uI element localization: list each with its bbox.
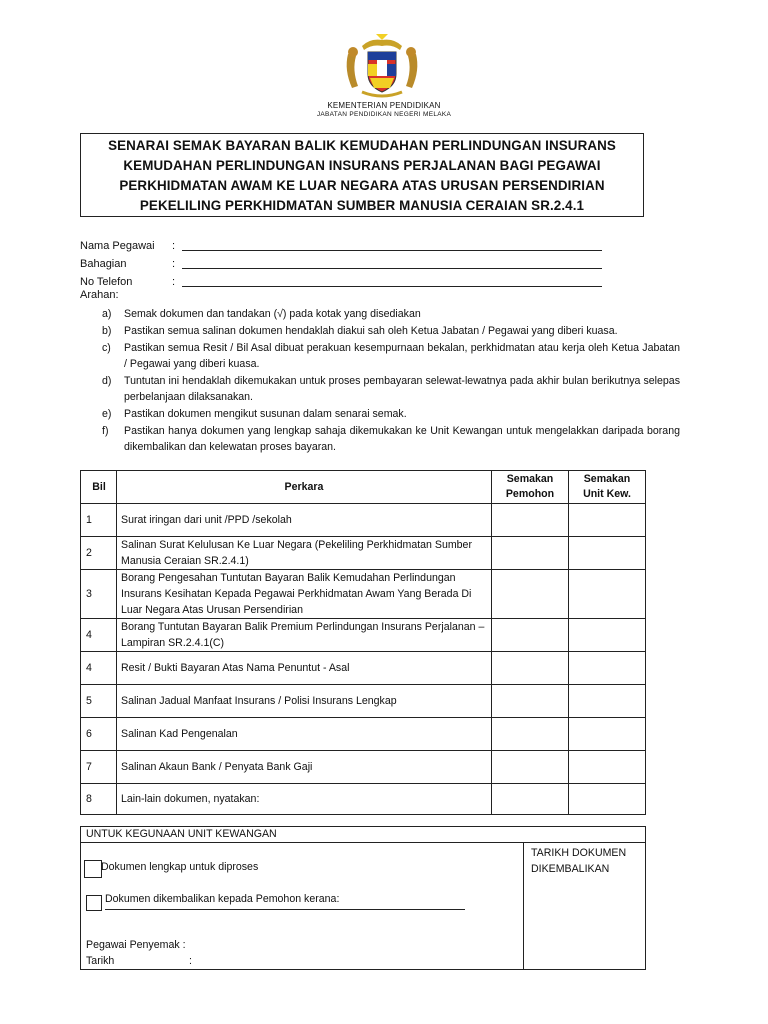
department-name: JABATAN PENDIDIKAN NEGERI MELAKA xyxy=(316,111,452,118)
row-bil: 7 xyxy=(81,751,117,784)
table-header-row xyxy=(81,471,646,504)
row-bil: 4 xyxy=(81,652,117,685)
row-perkara: Surat iringan dari unit /PPD /sekolah xyxy=(117,504,492,537)
item-marker: b) xyxy=(102,325,112,337)
item-text: Semak dokumen dan tandakan (√) pada kotak yang disediakan xyxy=(124,308,421,320)
item-text: Pastikan semua Resit / Bil Asal dibuat perakuan kesempurnaan bekalan, perkhidmatan atau kerja oleh Ketua Jabatan / Pegawai yang diberi kuasa. xyxy=(124,342,680,370)
item-marker: f) xyxy=(102,425,109,437)
tarikh-label: Tarikh xyxy=(86,955,115,967)
row-bil: 8 xyxy=(81,784,117,815)
checkbox-pemohon[interactable] xyxy=(492,685,569,718)
row-perkara: Salinan Akaun Bank / Penyata Bank Gaji xyxy=(117,751,492,784)
checkbox-unit[interactable] xyxy=(569,537,646,570)
row-bil: 4 xyxy=(81,619,117,652)
checkbox-pemohon[interactable] xyxy=(492,718,569,751)
field-label: Nama Pegawai xyxy=(80,240,155,252)
item-text: Tuntutan ini hendaklah dikemukakan untuk proses pembayaran selewat-lewatnya pada akhir bulan berikutnya selepas perbelanjaan dilaksanakan. xyxy=(124,375,680,403)
return-date-label: TARIKH DOKUMEN DIKEMBALIKAN xyxy=(531,847,627,875)
checkbox-unit[interactable] xyxy=(569,718,646,751)
instructions-heading: Arahan: xyxy=(80,289,119,301)
checkbox-pemohon[interactable] xyxy=(492,570,569,619)
reason-line[interactable] xyxy=(105,909,465,910)
row-bil: 1 xyxy=(81,504,117,537)
table-row xyxy=(81,537,646,570)
row-perkara: Lain-lain dokumen, nyatakan: xyxy=(117,784,492,815)
field-no-telefon xyxy=(80,273,602,291)
document-title xyxy=(80,133,644,217)
returned-checkbox[interactable] xyxy=(86,895,102,911)
finance-unit-heading: UNTUK KEGUNAAN UNIT KEWANGAN xyxy=(81,827,645,843)
checkbox-unit[interactable] xyxy=(569,504,646,537)
table-row xyxy=(81,652,646,685)
title-line: SENARAI SEMAK BAYARAN BALIK KEMUDAHAN PERLINDUNGAN INSURANS xyxy=(108,138,616,153)
checkbox-unit[interactable] xyxy=(569,784,646,815)
applicant-fields xyxy=(80,237,602,291)
list-item xyxy=(102,323,680,339)
complete-checkbox[interactable] xyxy=(84,860,102,878)
table-row xyxy=(81,751,646,784)
bahagian-line[interactable] xyxy=(182,259,602,269)
list-item xyxy=(102,373,680,405)
item-marker: d) xyxy=(102,375,112,387)
checklist-table xyxy=(80,470,646,815)
table-row xyxy=(81,619,646,652)
list-item xyxy=(102,306,680,322)
checkbox-unit[interactable] xyxy=(569,685,646,718)
pegawai-penyemak-label: Pegawai Penyemak : xyxy=(86,939,186,951)
tarikh-colon: : xyxy=(189,955,192,967)
item-text: Pastikan dokumen mengikut susunan dalam senarai semak. xyxy=(124,408,407,420)
list-item xyxy=(102,406,680,422)
row-perkara: Borang Tuntutan Bayaran Balik Premium Perlindungan Insurans Perjalanan – Lampiran SR.2.4.1(C) xyxy=(117,619,492,652)
field-nama-pegawai xyxy=(80,237,602,255)
item-marker: a) xyxy=(102,308,112,320)
table-row xyxy=(81,504,646,537)
title-line: PERKHIDMATAN AWAM KE LUAR NEGARA ATAS URUSAN PERSENDIRIAN xyxy=(119,178,605,193)
table-row xyxy=(81,718,646,751)
checkbox-pemohon[interactable] xyxy=(492,784,569,815)
checkbox-pemohon[interactable] xyxy=(492,504,569,537)
title-line: KEMUDAHAN PERLINDUNGAN INSURANS PERJALANAN BAGI PEGAWAI xyxy=(123,158,601,173)
checkbox-pemohon[interactable] xyxy=(492,652,569,685)
row-bil: 3 xyxy=(81,570,117,619)
option-complete: Dokumen lengkap untuk diproses xyxy=(101,861,259,873)
list-item xyxy=(102,423,680,455)
checkbox-unit[interactable] xyxy=(569,570,646,619)
checkbox-pemohon[interactable] xyxy=(492,619,569,652)
option-returned: Dokumen dikembalikan kepada Pemohon kerana: xyxy=(105,893,340,905)
row-perkara: Salinan Jadual Manfaat Insurans / Polisi Insurans Lengkap xyxy=(117,685,492,718)
row-bil: 6 xyxy=(81,718,117,751)
field-label: Bahagian xyxy=(80,258,127,270)
header-semakan-pemohon: Semakan Pemohon xyxy=(492,471,569,504)
finance-unit-section xyxy=(80,826,646,970)
row-bil: 5 xyxy=(81,685,117,718)
field-bahagian xyxy=(80,255,602,273)
field-colon: : xyxy=(172,258,176,270)
item-marker: c) xyxy=(102,342,111,354)
title-line: PEKELILING PERKHIDMATAN SUMBER MANUSIA CERAIAN SR.2.4.1 xyxy=(139,198,585,213)
item-text: Pastikan semua salinan dokumen hendaklah diakui sah oleh Ketua Jabatan / Pegawai yang diberi kuasa. xyxy=(124,325,618,337)
list-item xyxy=(102,340,680,372)
item-text: Pastikan hanya dokumen yang lengkap sahaja dikemukakan ke Unit Kewangan untuk mengelakkan daripada borang dikembalikan dan kelewatan proses bayaran. xyxy=(124,425,680,453)
coat-of-arms-icon xyxy=(340,34,424,100)
table-row xyxy=(81,685,646,718)
row-perkara: Resit / Bukti Bayaran Atas Nama Penuntut - Asal xyxy=(117,652,492,685)
section-divider xyxy=(523,843,524,969)
item-marker: e) xyxy=(102,408,112,420)
checkbox-unit[interactable] xyxy=(569,652,646,685)
row-perkara: Salinan Kad Pengenalan xyxy=(117,718,492,751)
no-telefon-line[interactable] xyxy=(182,277,602,287)
header-semakan-unit: Semakan Unit Kew. xyxy=(569,471,646,504)
field-label: No Telefon xyxy=(80,276,133,288)
checkbox-pemohon[interactable] xyxy=(492,537,569,570)
nama-pegawai-line[interactable] xyxy=(182,241,602,251)
table-row xyxy=(81,570,646,619)
row-bil: 2 xyxy=(81,537,117,570)
checkbox-unit[interactable] xyxy=(569,751,646,784)
table-row xyxy=(81,784,646,815)
field-colon: : xyxy=(172,240,176,252)
row-perkara: Salinan Surat Kelulusan Ke Luar Negara (Pekeliling Perkhidmatan Sumber Manusia Ceraian SR.2.4.1) xyxy=(117,537,492,570)
header-perkara: Perkara xyxy=(117,471,492,504)
instructions-list xyxy=(102,306,680,456)
field-colon: : xyxy=(172,276,176,288)
checkbox-pemohon[interactable] xyxy=(492,751,569,784)
row-perkara: Borang Pengesahan Tuntutan Bayaran Balik Kemudahan Perlindungan Insurans Kesihatan Kepada Pegawai Perkhidmatan Awam Yang Berada Di Luar Negara Atas Urusan Persendirian xyxy=(117,570,492,619)
ministry-name: KEMENTERIAN PENDIDIKAN xyxy=(327,101,441,110)
checkbox-unit[interactable] xyxy=(569,619,646,652)
header-bil: Bil xyxy=(81,471,117,504)
